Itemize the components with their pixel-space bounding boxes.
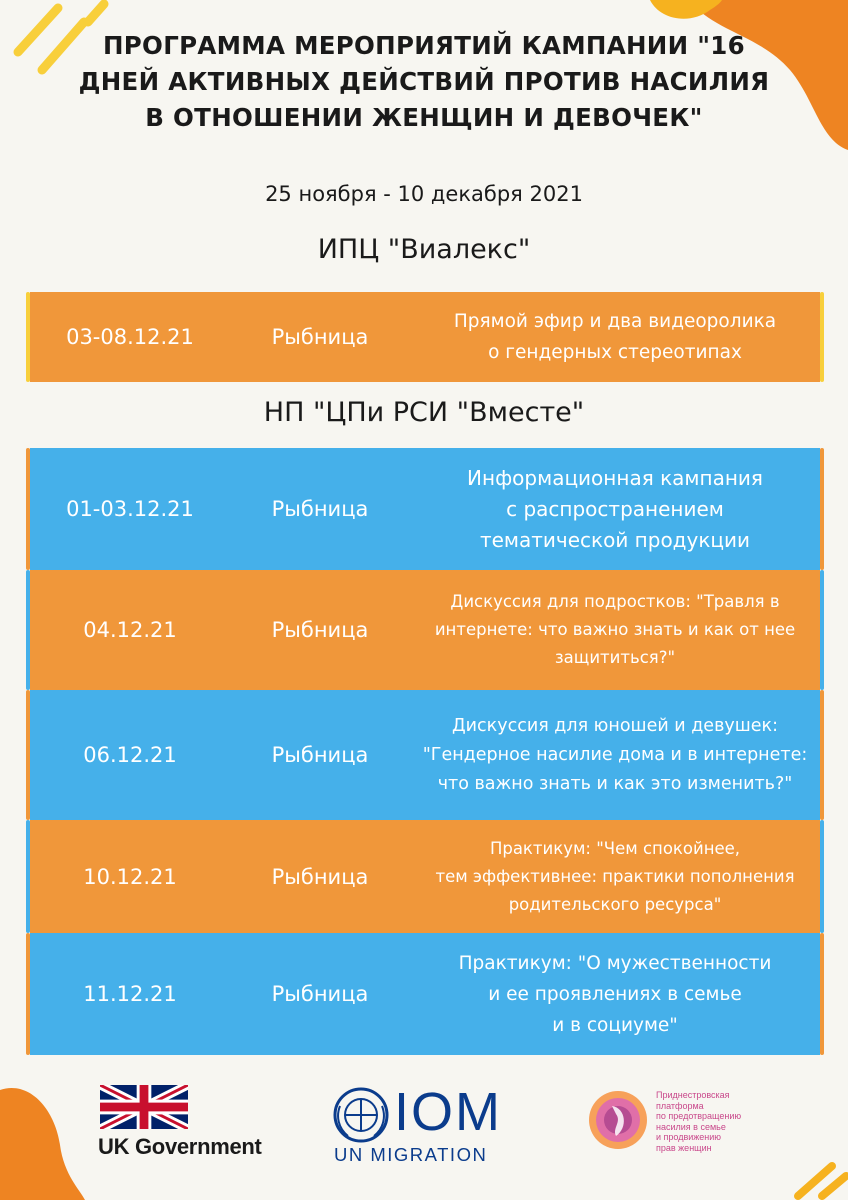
- platform-text-line: и продвижению: [656, 1132, 722, 1142]
- event-date: 04.12.21: [83, 618, 177, 642]
- event-desc-line: с распространением: [506, 496, 724, 521]
- event-desc-line: и в социуме": [552, 1014, 678, 1036]
- event-desc-line: интернете: что важно знать и как от нее: [434, 620, 796, 639]
- campaign-dates: 25 ноября - 10 декабря 2021: [265, 182, 583, 206]
- row-border-right: [820, 292, 824, 382]
- event-description: [410, 690, 820, 820]
- event-place: Рыбница: [271, 325, 369, 349]
- event-row: [30, 448, 820, 570]
- uk-government-text: UK Government: [98, 1134, 262, 1159]
- event-desc-line: о гендерных стереотипах: [488, 342, 742, 363]
- event-desc-line: что важно знать и как это изменить?": [437, 773, 793, 794]
- platform-emblem-icon: [586, 1088, 650, 1152]
- event-desc-line: Дискуссия для подростков: "Травля в: [450, 592, 780, 611]
- event-row: [30, 292, 820, 382]
- event-row: [30, 933, 820, 1055]
- platform-text-line: насилия в семье: [656, 1121, 726, 1132]
- row-border-right: [820, 570, 824, 690]
- event-date: 10.12.21: [83, 864, 177, 889]
- event-place: Рыбница: [271, 618, 369, 642]
- event-desc-line: Практикум: "Чем спокойнее,: [489, 838, 741, 858]
- platform-text-line: платформа: [656, 1100, 704, 1111]
- event-place: Рыбница: [271, 864, 369, 889]
- event-desc-line: Прямой эфир и два видеоролика: [453, 311, 777, 332]
- event-desc-line: защититься?": [554, 648, 676, 667]
- event-desc-line: "Гендерное насилие дома и в интернете:: [422, 744, 808, 765]
- event-date: 03-08.12.21: [66, 325, 194, 349]
- event-row: [30, 570, 820, 690]
- un-emblem-icon: [332, 1086, 390, 1144]
- organizer-vmeste: НП "ЦПи РСИ "Вместе": [263, 397, 585, 428]
- event-desc-line: Практикум: "О мужественности: [458, 952, 772, 974]
- event-description: [410, 570, 820, 690]
- platform-text-line: по предотвращению: [656, 1111, 742, 1121]
- event-desc-line: родительского ресурса": [508, 894, 722, 914]
- row-border-right: [820, 933, 824, 1055]
- event-desc-line: тем эффективнее: практики пополнения: [435, 866, 795, 886]
- event-date: 01-03.12.21: [66, 497, 194, 521]
- un-migration-text: UN MIGRATION: [334, 1144, 488, 1165]
- row-border-right: [820, 690, 824, 820]
- pridnestrovian-platform-logo: [584, 1088, 784, 1158]
- event-place: Рыбница: [271, 497, 369, 521]
- event-row: [30, 690, 820, 820]
- event-desc-line: Информационная кампания: [467, 465, 763, 490]
- platform-text-line: прав женщин: [656, 1142, 712, 1153]
- union-jack-icon: [100, 1084, 188, 1130]
- event-date: 06.12.21: [83, 743, 177, 767]
- event-desc-line: и ее проявлениях в семье: [488, 983, 742, 1005]
- organizer-vialex: ИПЦ "Виалекс": [317, 234, 531, 265]
- bottom-left-blob: [0, 1070, 90, 1200]
- event-date: 11.12.21: [83, 982, 177, 1006]
- event-description: [410, 820, 820, 933]
- row-border-right: [820, 448, 824, 570]
- iom-text: IOM: [394, 1082, 502, 1142]
- event-row: [30, 820, 820, 933]
- row-border-right: [820, 820, 824, 933]
- event-description: [410, 448, 820, 570]
- event-description: [410, 933, 820, 1055]
- event-description: [410, 292, 820, 382]
- event-desc-line: Дискуссия для юношей и девушек:: [452, 715, 778, 736]
- event-desc-line: тематической продукции: [479, 527, 751, 552]
- iom-logo: [330, 1084, 530, 1164]
- platform-text-line: Приднестровская: [656, 1090, 730, 1100]
- event-place: Рыбница: [271, 982, 369, 1006]
- platform-text: [656, 1090, 741, 1153]
- page-title: ПРОГРАММА МЕРОПРИЯТИЙ КАМПАНИИ "16 ДНЕЙ АКТИВНЫХ ДЕЙСТВИЙ ПРОТИВ НАСИЛИЯ В ОТНОШЕНИИ ЖЕНЩИН И ДЕВОЧЕК": [78, 31, 770, 132]
- event-place: Рыбница: [271, 743, 369, 767]
- uk-government-logo: [98, 1084, 288, 1164]
